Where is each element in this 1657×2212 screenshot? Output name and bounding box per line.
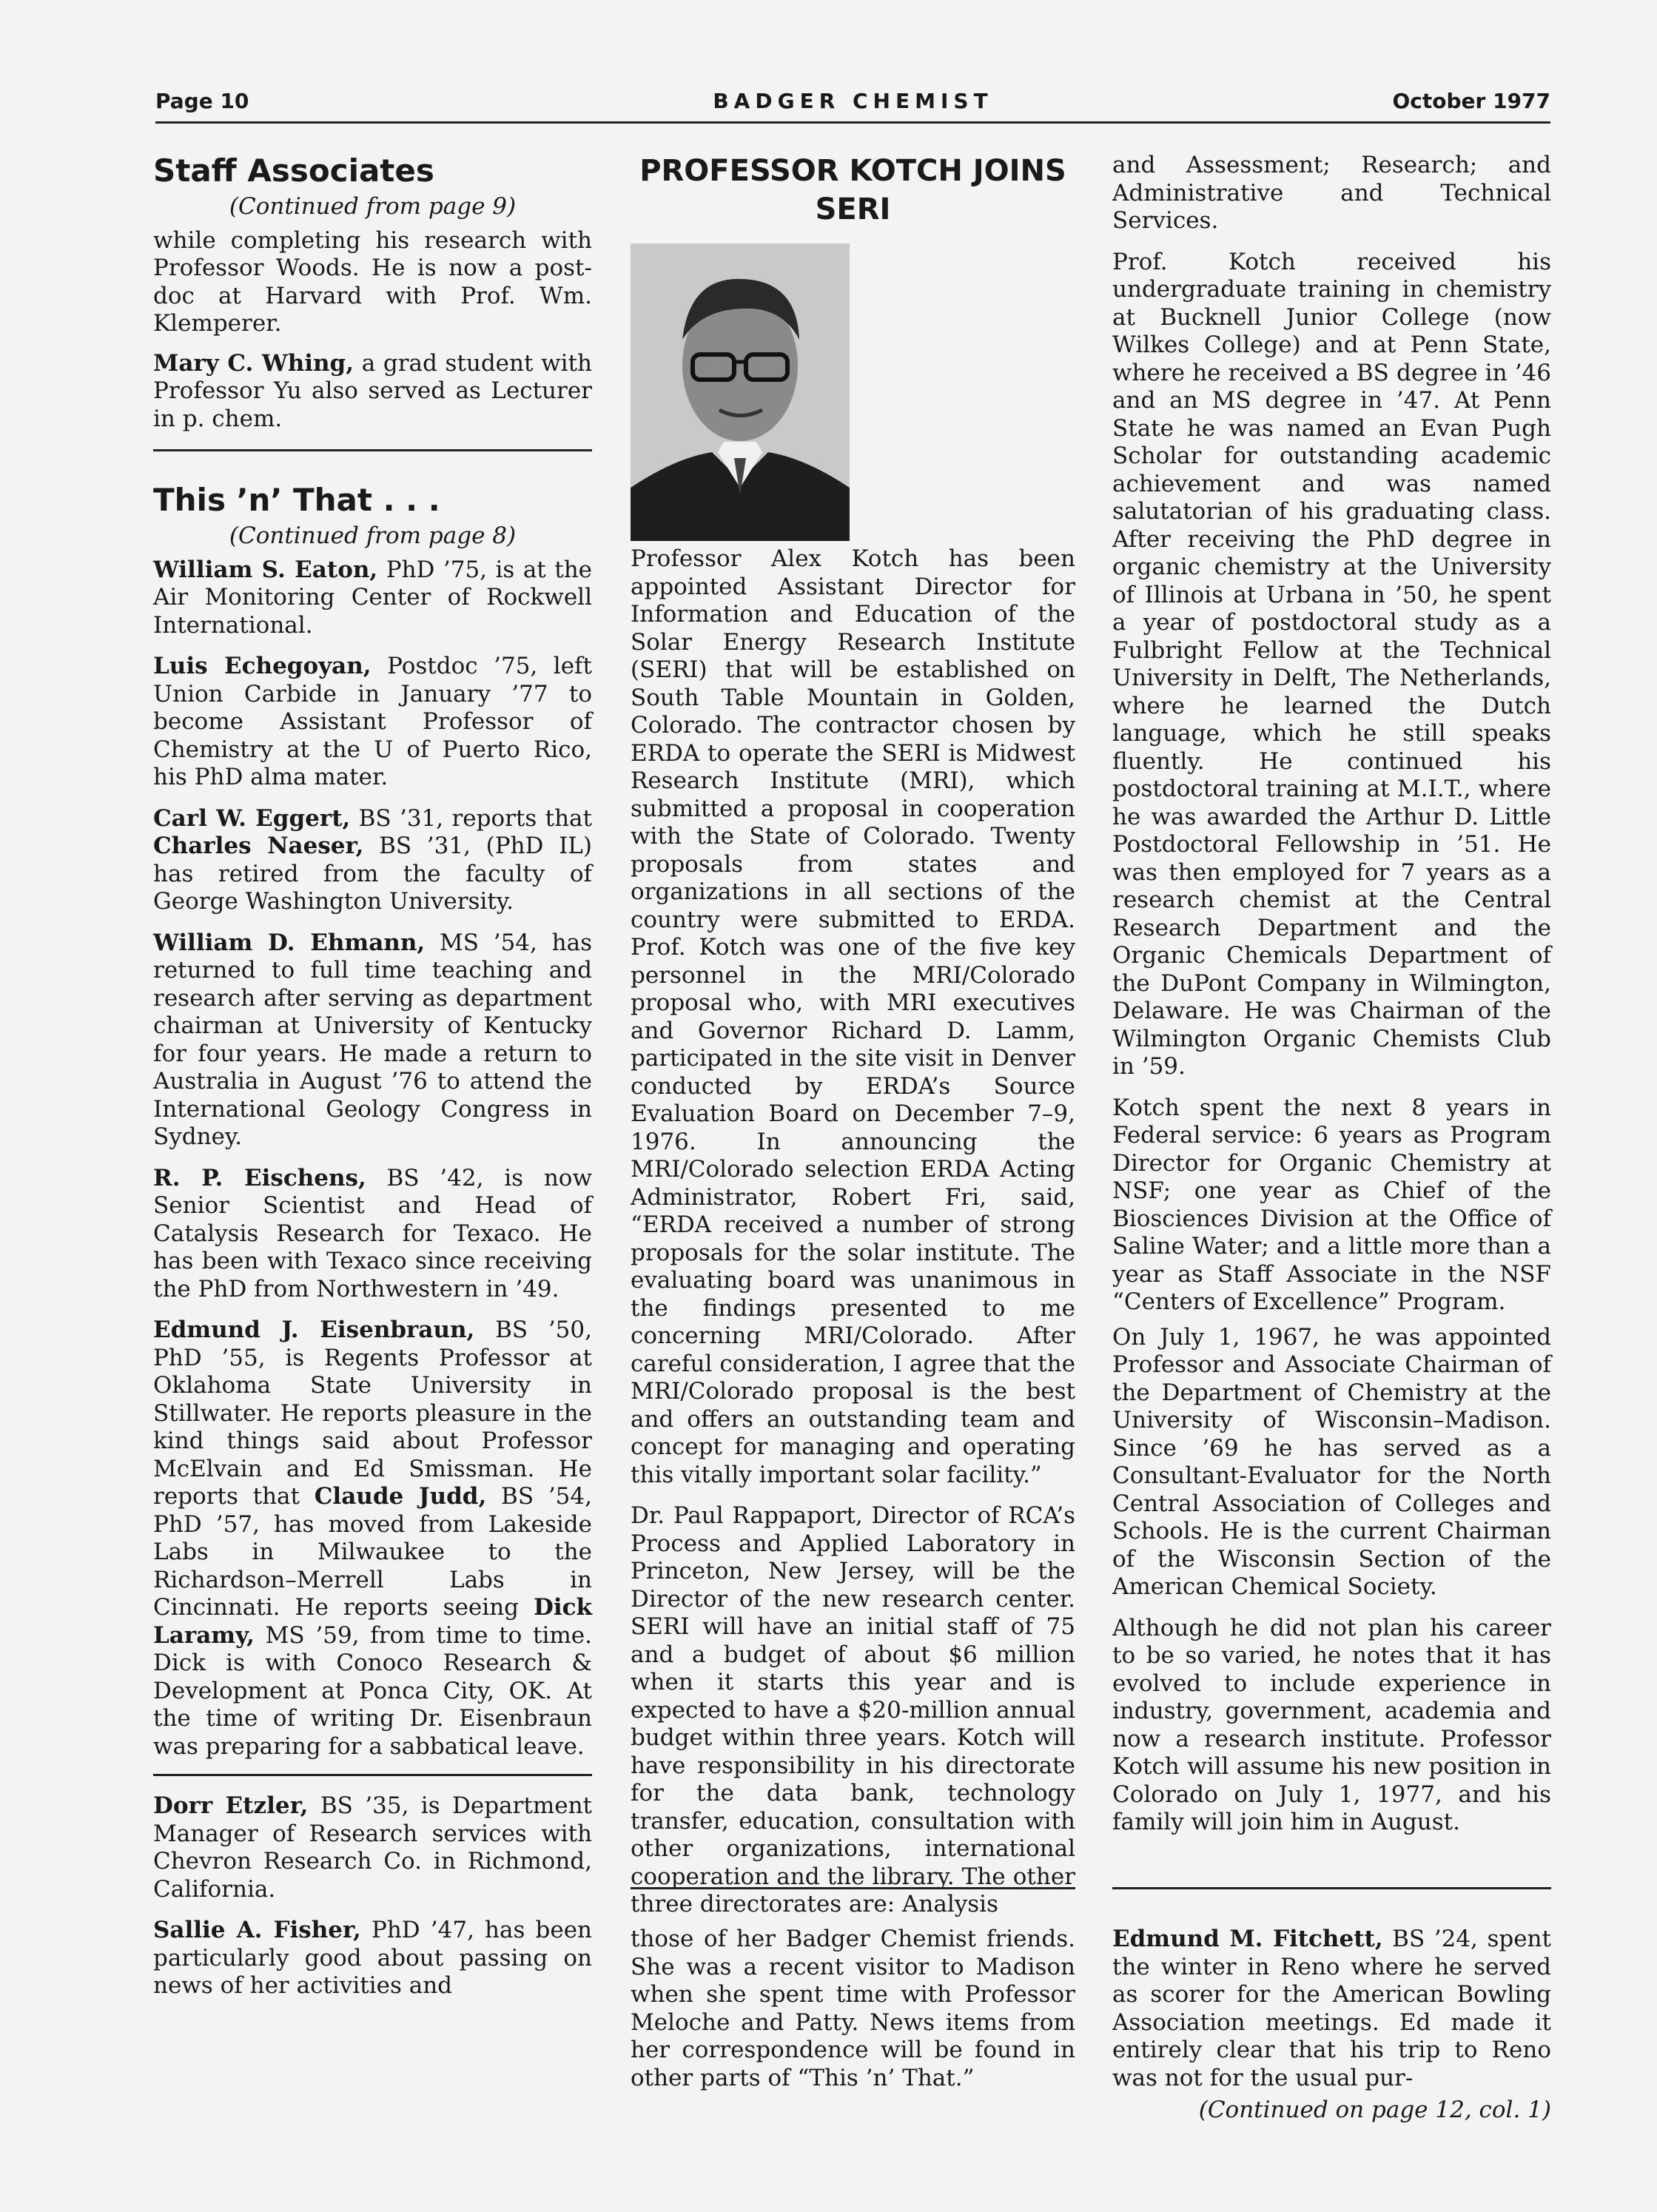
person-name: William D. Ehmann, xyxy=(153,929,426,956)
page-number: Page 10 xyxy=(155,89,249,113)
news-item xyxy=(153,1317,592,1761)
this-n-that-section xyxy=(153,481,592,2000)
paragraph-text: a grad student with Professor Yu also served as Lecturer in p. chem. xyxy=(153,349,592,432)
continued-note: (Continued from page 8) xyxy=(229,522,517,549)
column-left xyxy=(153,152,592,2014)
news-text: MS ’54, has returned to full time teaching and research after serving as department chairman at University of Kentucky for four years. He made a return to Australia in August ’76 to attend the International Geology Congress in Sydney. xyxy=(153,929,592,1150)
news-text: BS ’35, is Department Manager of Research services with Chevron Research Co. in Richmond, California. xyxy=(153,1792,592,1903)
portrait-icon xyxy=(631,243,850,541)
news-text: BS ’31, (PhD IL) has retired from the faculty of George Washington University. xyxy=(153,833,592,915)
news-item xyxy=(1112,1926,1551,2092)
divider xyxy=(631,1887,1075,1889)
person-name: R. P. Eischens, xyxy=(153,1164,366,1191)
divider xyxy=(153,1774,592,1776)
person-name: Dorr Etzler, xyxy=(153,1792,309,1819)
news-text: BS ’50, PhD ’55, is Regents Professor at Oklahoma State University in Stillwater. He reports pleasure in the kind things said about Professor McElvain and Ed Smissman. He reports that xyxy=(153,1317,592,1510)
paragraph: On July 1, 1967, he was appointed Professor and Associate Chairman of the Department of Chemistry at the University of Wisconsin–Madison. Since ’69 he has served as a Consultant-Evaluator for the North Central Association of Colleges and Schools. He is the current Chairman of the Wisconsin Section of the American Chemical Society. xyxy=(1112,1323,1551,1600)
news-item xyxy=(153,929,592,1152)
masthead: BADGER CHEMIST xyxy=(713,89,993,113)
divider xyxy=(153,449,592,451)
section-title-staff-associates: Staff Associates xyxy=(153,152,434,189)
paragraph: Prof. Kotch received his undergraduate training in chemistry at Bucknell Junior College (now Wilkes College) and at Penn State, where he received a BS degree in ’46 and an MS degree in ’47. At Penn State he was named an Evan Pugh Scholar for outstanding academic achievement and was named salutatorian of his graduating class. After receiving the PhD degree in organic chemistry at the University of Illinois at Urbana in ’50, he spent a year of postdoctoral study as a Fulbright Fellow at the Technical University in Delft, The Netherlands, where he learned the Dutch language, which he still speaks fluently. He continued his postdoctoral training at M.I.T., where he was awarded the Arthur D. Little Postdoctoral Fellowship in ’51. He was then employed for 7 years as a research chemist at the Central Research Department and the Organic Chemicals Department of the DuPont Company in Wilmington, Delaware. He was Chairman of the Wilmington Organic Chemists Club in ’59. xyxy=(1112,248,1551,1080)
person-name: Edmund M. Fitchett, xyxy=(1112,1926,1383,1952)
paragraph: Although he did not plan his career to be so varied, he notes that it has evolved to include experience in industry, government, academia and now a research institute. Professor Kotch will assume his new position in Colorado on July 1, 1977, and his family will join him in August. xyxy=(1112,1614,1551,1835)
paragraph: while completing his research with Professor Woods. He is now a post-doc at Harvard with Prof. Wm. Klemperer. xyxy=(153,226,592,337)
news-text: PhD ’75, is at the Air Monitoring Center of Rockwell International. xyxy=(153,556,593,639)
paragraph: Dr. Paul Rappaport, Director of RCA’s Process and Applied Laboratory in Princeton, New Jersey, will be the Director of the new research center. SERI will have an initial staff of 75 and a budget of about $6 million when it starts this year and is expected to have a $20-million annual budget within three years. Kotch will have responsibility in his directorate for the data bank, technology transfer, education, consultation with other organizations, international cooperation and the library. The other three directorates are: Analysis xyxy=(631,1502,1075,1917)
news-text: MS ’59, from time to time. Dick is with Conoco Research & Development at Ponca City, OK. At the time of writing Dr. Eisenbraun was preparing for a sabbatical leave. xyxy=(153,1621,592,1760)
person-name: Charles Naeser, xyxy=(153,833,364,859)
news-text: BS ’31, reports that xyxy=(350,804,592,832)
news-text: BS ’42, is now Senior Scientist and Head of Catalysis Research for Texaco. He has been with Texaco since receiving the PhD from Northwestern in ’49. xyxy=(153,1164,592,1302)
issue-date: October 1977 xyxy=(1392,89,1550,113)
article-lead xyxy=(631,239,1075,541)
page-header xyxy=(155,81,1550,124)
paragraph: those of her Badger Chemist friends. She was a recent visitor to Madison when she spent time with Professor Meloche and Patty. News items from her correspondence will be found in other parts of “This ’n’ That.” xyxy=(631,1926,1075,2091)
continued-note: (Continued from page 9) xyxy=(229,193,517,220)
news-text: PhD ’47, has been particularly good about passing on news of her activities and xyxy=(153,1917,593,1999)
section-title-this-n-that: This ’n’ That . . . xyxy=(153,482,440,518)
paragraph xyxy=(153,350,592,434)
column-right xyxy=(1112,152,1551,1850)
column-right-bottom xyxy=(1112,1926,1551,2125)
article-title: PROFESSOR KOTCH JOINS SERI xyxy=(639,154,1066,226)
person-name: Claude Judd, xyxy=(314,1483,487,1510)
news-item xyxy=(153,805,592,916)
news-text: BS ’24, spent the winter in Reno where he served as scorer for the American Bowling Association meetings. Ed made it entirely clear that his trip to Reno was not for the usual pur- xyxy=(1112,1926,1551,2091)
column-middle xyxy=(631,152,1075,1932)
news-item xyxy=(153,1917,592,2000)
person-name: Mary C. Whing, xyxy=(153,349,354,377)
news-item xyxy=(153,1792,592,1903)
portrait-photo xyxy=(631,243,850,541)
news-item xyxy=(153,557,592,640)
news-item xyxy=(153,653,592,792)
news-text: BS ’54, PhD ’57, has moved from Lakeside Labs in Milwaukee to the Richardson–Merrell Labs in Cincinnati. He reports seeing xyxy=(153,1483,592,1621)
divider xyxy=(1112,1887,1551,1889)
person-name: Carl W. Eggert, xyxy=(153,804,351,832)
person-name: William S. Eaton, xyxy=(153,556,378,583)
person-name: Luis Echegoyan, xyxy=(153,653,372,679)
person-name: Edmund J. Eisenbraun, xyxy=(153,1317,475,1343)
person-name: Dick Laramy, xyxy=(153,1594,592,1649)
news-item xyxy=(153,1165,592,1304)
paragraph: Professor Alex Kotch has been appointed Assistant Director for Information and Education of the Solar Energy Research Institute (SERI) that will be established on South Table Mountain in Golden, Colorado. The contractor chosen by ERDA to operate the SERI is Midwest Research Institute (MRI), which submitted a proposal in cooperation with the State of Colorado. Twenty proposals from states and organizations in all sections of the country were submitted to ERDA. Prof. Kotch was one of the five key personnel in the MRI/Colorado proposal who, with MRI executives and Governor Richard D. Lamm, participated in the site visit in Denver conducted by ERDA’s Source Evaluation Board on December 7–9, 1976. In announcing the MRI/Colorado selection ERDA Acting Administrator, Robert Fri, said, “ERDA received a number of strong proposals for the solar institute. The evaluating board was unanimous in the findings presented to me concerning MRI/Colorado. After careful consideration, I agree that the MRI/Colorado proposal is the best and offers an outstanding team and concept for managing and operating this vitally important solar facility.” xyxy=(631,545,1075,1488)
paragraph: and Assessment; Research; and Administrative and Technical Services. xyxy=(1112,152,1551,234)
staff-associates-section xyxy=(153,152,592,433)
person-name: Sallie A. Fisher, xyxy=(153,1917,361,1943)
continued-note: (Continued on page 12, col. 1) xyxy=(1198,2097,1551,2123)
news-text: Postdoc ’75, left Union Carbide in January ’77 to become Assistant Professor of Chemistry at the U of Puerto Rico, his PhD alma mater. xyxy=(153,653,592,790)
column-middle-bottom xyxy=(631,1926,1075,2105)
paragraph: Kotch spent the next 8 years in Federal service: 6 years as Program Director for Organic Chemistry at NSF; one year as Chief of the Biosciences Division at the Office of Saline Water; and a little more than a year as Staff Associate in the NSF “Centers of Excellence” Program. xyxy=(1112,1094,1551,1315)
